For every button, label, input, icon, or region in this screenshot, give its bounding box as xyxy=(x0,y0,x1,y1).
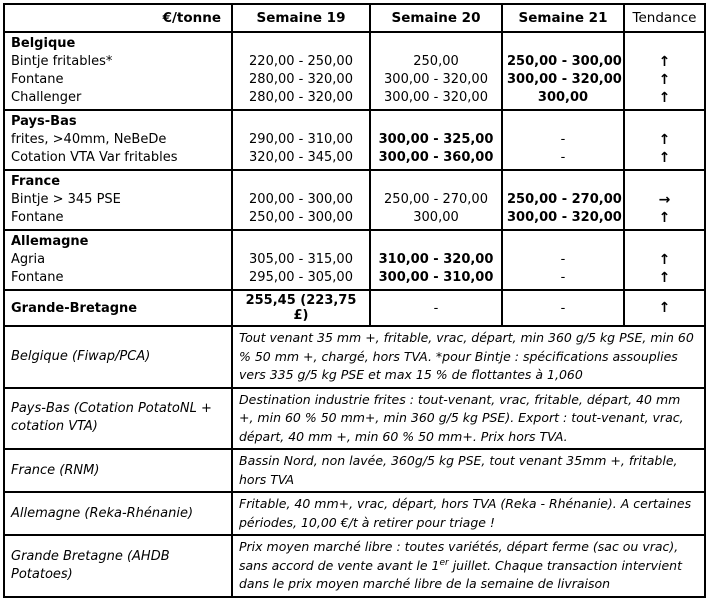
price-s21: - xyxy=(560,270,566,285)
country-block-belgique xyxy=(4,32,705,110)
spacer xyxy=(237,113,365,131)
price-s19: 320,00 - 345,00 xyxy=(249,150,353,165)
note-source: Allemagne (Reka-Rhénanie) xyxy=(4,492,232,535)
spacer xyxy=(237,173,365,191)
semaine20-cell xyxy=(370,170,502,230)
spacer xyxy=(375,173,497,191)
country-name: Pays-Bas xyxy=(11,114,77,129)
note-row-france xyxy=(4,449,705,492)
trend-up-arrow-icon: ↑ xyxy=(658,252,671,268)
semaine21-cell xyxy=(502,32,624,110)
note-text-part: Prix moyen marché libre : toutes variétés, départ ferme (sac ou vrac), sans accord de vente avant le 1 xyxy=(239,539,679,573)
semaine19-cell xyxy=(232,32,370,110)
price-s19: 220,00 - 250,00 xyxy=(249,54,353,69)
price-s21: 300,00 xyxy=(537,90,589,105)
price-s20: 310,00 - 320,00 xyxy=(378,252,494,267)
variety-label: Bintje fritables* xyxy=(11,54,113,69)
week-header-20: Semaine 20 xyxy=(370,4,502,32)
variety-label: Cotation VTA Var fritables xyxy=(11,150,178,165)
trend-up-arrow-icon: ↑ xyxy=(658,132,671,148)
note-text-part: juillet. Chaque transaction intervient dans le prix moyen marché libre de la semaine de livraison xyxy=(239,557,682,591)
variety-label: Challenger xyxy=(11,90,82,105)
price-s19: 250,00 - 300,00 xyxy=(249,210,353,225)
note-row-pays-bas xyxy=(4,388,705,450)
trend-up-arrow-icon: ↑ xyxy=(658,54,671,70)
country-name: Grande-Bretagne xyxy=(4,290,232,326)
price-s19: 295,00 - 305,00 xyxy=(249,270,353,285)
spacer xyxy=(375,35,497,53)
tendance-cell xyxy=(624,230,705,290)
spacer xyxy=(507,173,619,191)
variety-label: Fontane xyxy=(11,270,64,285)
spacer xyxy=(375,233,497,251)
trend-up-arrow-icon: ↑ xyxy=(658,270,671,286)
price-s19: 280,00 - 320,00 xyxy=(249,90,353,105)
semaine21-cell xyxy=(502,170,624,230)
price-s20: 300,00 xyxy=(413,210,459,225)
variety-label: Agria xyxy=(11,252,46,267)
note-text: Fritable, 40 mm+, vrac, départ, hors TVA (Reka - Rhénanie). A certaines périodes, 10,00 €/t à retirer pour triage ! xyxy=(232,492,705,535)
potato-price-table xyxy=(3,3,706,598)
trend-up-arrow-icon: ↑ xyxy=(658,72,671,88)
price-s19: 305,00 - 315,00 xyxy=(249,252,353,267)
price-s19: 290,00 - 310,00 xyxy=(249,132,353,147)
variety-label: Bintje > 345 PSE xyxy=(11,192,121,207)
labels-cell xyxy=(4,170,232,230)
country-name: Belgique xyxy=(11,36,76,51)
note-text: Tout venant 35 mm +, fritable, vrac, départ, min 360 g/5 kg PSE, min 60 % 50 mm +, chargé, hors TVA. *pour Bintje : spécifications assouplies vers 335 g/5 kg PSE et max 15 % de flottantes à 1,060 xyxy=(232,326,705,388)
note-superscript: er xyxy=(439,557,449,568)
week-header-21: Semaine 21 xyxy=(502,4,624,32)
trend-up-arrow-icon: ↑ xyxy=(658,90,671,106)
semaine21-cell xyxy=(502,230,624,290)
price-s20: 300,00 - 320,00 xyxy=(384,72,488,87)
week-header-19: Semaine 19 xyxy=(232,4,370,32)
semaine20-cell xyxy=(370,110,502,170)
note-row-belgique xyxy=(4,326,705,388)
spacer xyxy=(629,233,700,251)
price-s21: - xyxy=(560,132,566,147)
country-block-pays-bas xyxy=(4,110,705,170)
price-s20: 250,00 - 270,00 xyxy=(384,192,488,207)
spacer xyxy=(629,173,700,191)
price-s21: 250,00 - 270,00 xyxy=(507,192,622,207)
trend-right-arrow-icon: → xyxy=(658,192,671,208)
labels-cell xyxy=(4,230,232,290)
price-s21: 300,00 - 320,00 xyxy=(507,210,622,225)
note-source: Pays-Bas (Cotation PotatoNL + cotation VTA) xyxy=(4,388,232,450)
semaine19-cell xyxy=(232,230,370,290)
price-s20: 250,00 xyxy=(413,54,459,69)
tendance-cell xyxy=(624,170,705,230)
price-s21: 250,00 - 300,00 xyxy=(507,54,622,69)
country-block-allemagne xyxy=(4,230,705,290)
spacer xyxy=(629,113,700,131)
note-source: Grande Bretagne (AHDB Potatoes) xyxy=(4,535,232,597)
spacer xyxy=(507,233,619,251)
labels-cell xyxy=(4,32,232,110)
variety-label: frites, >40mm, NeBeDe xyxy=(11,132,167,147)
semaine20-cell xyxy=(370,32,502,110)
trend-up-arrow-icon: ↑ xyxy=(658,150,671,166)
spacer xyxy=(507,113,619,131)
price-s19: 255,45 (223,75 £) xyxy=(232,290,370,326)
spacer xyxy=(237,233,365,251)
price-s21: - xyxy=(560,150,566,165)
note-row-grande-bretagne xyxy=(4,535,705,597)
note-text: Destination industrie frites : tout-venant, vrac, fritable, départ, 40 mm +, min 60 % 50 mm+, min 360 g/5 kg PSE). Export : tout-venant, vrac, départ, 40 mm +, min 60 % 50 mm+. Prix hors TVA. xyxy=(232,388,705,450)
unit-header: €/tonne xyxy=(4,4,232,32)
variety-label: Fontane xyxy=(11,210,64,225)
trend-up-arrow-icon: ↑ xyxy=(624,290,705,326)
country-name: France xyxy=(11,174,61,189)
country-name: Allemagne xyxy=(11,234,89,249)
price-s20: 300,00 - 325,00 xyxy=(378,132,494,147)
price-s19: 200,00 - 300,00 xyxy=(249,192,353,207)
semaine19-cell xyxy=(232,110,370,170)
price-s20: - xyxy=(370,290,502,326)
note-source: Belgique (Fiwap/PCA) xyxy=(4,326,232,388)
trend-up-arrow-icon: ↑ xyxy=(658,210,671,226)
spacer xyxy=(237,35,365,53)
note-text: Bassin Nord, non lavée, 360g/5 kg PSE, tout venant 35mm +, fritable, hors TVA xyxy=(232,449,705,492)
country-block-france xyxy=(4,170,705,230)
labels-cell xyxy=(4,110,232,170)
price-s20: 300,00 - 360,00 xyxy=(378,150,494,165)
note-row-allemagne xyxy=(4,492,705,535)
grande-bretagne-row xyxy=(4,290,705,326)
price-s21: 300,00 - 320,00 xyxy=(507,72,622,87)
variety-label: Fontane xyxy=(11,72,64,87)
spacer xyxy=(629,35,700,53)
price-s21: - xyxy=(502,290,624,326)
price-s19: 280,00 - 320,00 xyxy=(249,72,353,87)
header-row xyxy=(4,4,705,32)
note-text xyxy=(232,535,705,597)
semaine20-cell xyxy=(370,230,502,290)
tendance-cell xyxy=(624,32,705,110)
semaine21-cell xyxy=(502,110,624,170)
tendance-cell xyxy=(624,110,705,170)
price-s20: 300,00 - 320,00 xyxy=(384,90,488,105)
note-source: France (RNM) xyxy=(4,449,232,492)
price-s21: - xyxy=(560,252,566,267)
spacer xyxy=(375,113,497,131)
spacer xyxy=(507,35,619,53)
semaine19-cell xyxy=(232,170,370,230)
price-s20: 300,00 - 310,00 xyxy=(378,270,494,285)
tendance-header: Tendance xyxy=(624,4,705,32)
